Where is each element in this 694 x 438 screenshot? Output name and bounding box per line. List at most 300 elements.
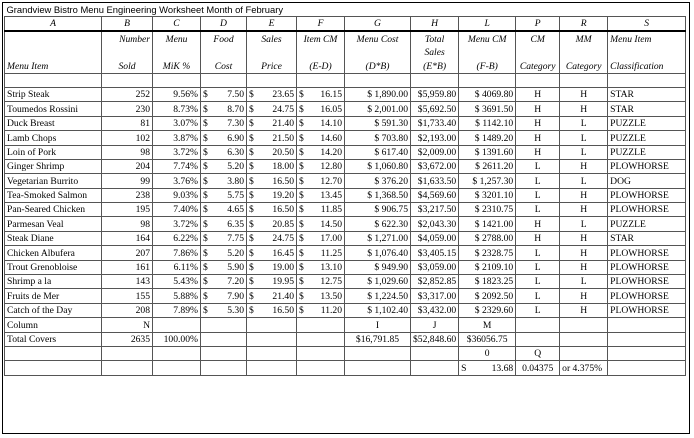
classification-cell[interactable]: PLOWHORSE — [608, 289, 686, 303]
sales-price-cell[interactable] — [247, 246, 297, 260]
menu-item-cell[interactable]: Parmesan Veal — [5, 217, 102, 231]
mm-category-cell[interactable]: L — [560, 116, 608, 130]
number-sold-cell[interactable]: 238 — [102, 188, 153, 202]
number-sold-cell[interactable]: 164 — [102, 231, 153, 245]
menu-cost-cell[interactable]: $ 1,060.80 — [345, 159, 411, 173]
empty-cell[interactable] — [608, 73, 686, 87]
header-cell[interactable]: MM — [560, 31, 608, 45]
total-sold-cell[interactable]: 2635 — [102, 332, 153, 346]
number-sold-cell[interactable]: 81 — [102, 116, 153, 130]
item-cm-cell[interactable] — [297, 231, 345, 245]
column-g-letter[interactable]: I — [345, 318, 411, 332]
header-cell[interactable]: Category — [516, 59, 560, 73]
empty-cell[interactable] — [608, 318, 686, 332]
item-cm-cell[interactable] — [297, 145, 345, 159]
number-sold-cell[interactable]: 102 — [102, 131, 153, 145]
total-sales-cell[interactable]: $3,432.00 — [411, 303, 459, 317]
total-sales-cell[interactable]: $3,672.00 — [411, 159, 459, 173]
item-cm-cell[interactable] — [297, 116, 345, 130]
header-cell[interactable]: Total — [411, 31, 459, 45]
empty-cell[interactable] — [459, 73, 516, 87]
sales-price-cell[interactable] — [247, 303, 297, 317]
food-cost-cell[interactable] — [201, 289, 247, 303]
item-cm-cell[interactable] — [297, 289, 345, 303]
empty-cell[interactable] — [153, 346, 201, 360]
classification-cell[interactable]: PLOWHORSE — [608, 159, 686, 173]
menu-item-cell[interactable]: Catch of the Day — [5, 303, 102, 317]
cm-category-cell[interactable]: L — [516, 246, 560, 260]
mm-category-cell[interactable]: L — [560, 217, 608, 231]
column-letter[interactable]: B — [102, 17, 153, 32]
menu-mix-cell[interactable]: 3.76% — [153, 174, 201, 188]
empty-cell[interactable] — [153, 318, 201, 332]
total-menu-cm-cell[interactable]: $36056.75 — [459, 332, 516, 346]
cm-category-cell[interactable]: L — [516, 260, 560, 274]
menu-cm-cell[interactable]: $ 1391.60 — [459, 145, 516, 159]
menu-cm-cell[interactable]: $ 2328.75 — [459, 246, 516, 260]
food-cost-cell[interactable] — [201, 188, 247, 202]
menu-mix-cell[interactable]: 7.86% — [153, 246, 201, 260]
menu-cm-cell[interactable]: $ 2788.00 — [459, 231, 516, 245]
item-cm-cell[interactable] — [297, 246, 345, 260]
menu-cm-cell[interactable]: $ 3201.10 — [459, 188, 516, 202]
menu-item-cell[interactable]: Strip Steak — [5, 87, 102, 101]
mm-category-cell[interactable]: L — [560, 131, 608, 145]
sales-price-cell[interactable] — [247, 260, 297, 274]
column-l-letter[interactable]: M — [459, 318, 516, 332]
mm-category-cell[interactable]: H — [560, 102, 608, 116]
empty-cell[interactable] — [102, 361, 153, 375]
header-cell[interactable]: Menu Item — [608, 31, 686, 45]
item-cm-cell[interactable] — [297, 260, 345, 274]
total-sales-cell[interactable]: $3,059.00 — [411, 260, 459, 274]
number-sold-cell[interactable]: 143 — [102, 275, 153, 289]
sales-price-cell[interactable] — [247, 188, 297, 202]
menu-cost-cell[interactable]: $ 617.40 — [345, 145, 411, 159]
cm-category-cell[interactable]: H — [516, 145, 560, 159]
header-cell[interactable]: Sales — [247, 31, 297, 45]
menu-mix-cell[interactable]: 5.43% — [153, 275, 201, 289]
sales-price-cell[interactable] — [247, 145, 297, 159]
cm-category-cell[interactable]: L — [516, 275, 560, 289]
menu-cm-cell[interactable]: $ 2109.10 — [459, 260, 516, 274]
header-cell[interactable] — [5, 46, 102, 59]
empty-cell[interactable] — [516, 73, 560, 87]
empty-cell[interactable] — [5, 361, 102, 375]
total-sales-cell[interactable]: $1,633.50 — [411, 174, 459, 188]
menu-item-cell[interactable]: Loin of Pork — [5, 145, 102, 159]
header-cell[interactable] — [247, 46, 297, 59]
menu-cost-cell[interactable]: $ 622.30 — [345, 217, 411, 231]
cm-category-cell[interactable]: H — [516, 87, 560, 101]
mm-category-cell[interactable]: H — [560, 231, 608, 245]
sheet-title[interactable]: Grandview Bistro Menu Engineering Worksheet Month of February — [5, 4, 686, 17]
empty-cell[interactable] — [102, 346, 153, 360]
menu-cm-cell[interactable]: $ 1823.25 — [459, 275, 516, 289]
food-cost-cell[interactable] — [201, 102, 247, 116]
food-cost-cell[interactable] — [201, 174, 247, 188]
number-sold-cell[interactable]: 99 — [102, 174, 153, 188]
total-sales-cell[interactable]: $2,852.85 — [411, 275, 459, 289]
mm-category-cell[interactable]: H — [560, 87, 608, 101]
menu-cm-cell[interactable]: $ 1,257.30 — [459, 174, 516, 188]
menu-item-cell[interactable]: Duck Breast — [5, 116, 102, 130]
menu-mix-cell[interactable]: 7.89% — [153, 303, 201, 317]
empty-cell[interactable] — [247, 332, 297, 346]
classification-cell[interactable]: PLOWHORSE — [608, 188, 686, 202]
menu-item-cell[interactable]: Ginger Shrimp — [5, 159, 102, 173]
menu-cost-cell[interactable]: $ 949.90 — [345, 260, 411, 274]
total-sales-cell[interactable]: $2,009.00 — [411, 145, 459, 159]
menu-cm-cell[interactable]: $ 2611.20 — [459, 159, 516, 173]
empty-cell[interactable] — [201, 346, 247, 360]
total-sales-cell[interactable]: $2,043.30 — [411, 217, 459, 231]
item-cm-cell[interactable] — [297, 188, 345, 202]
total-sales-cell[interactable]: $5,959.80 — [411, 87, 459, 101]
menu-cm-cell[interactable]: $ 2310.75 — [459, 203, 516, 217]
total-sales-cell[interactable]: $2,193.00 — [411, 131, 459, 145]
header-cell[interactable]: (D*B) — [345, 59, 411, 73]
sales-price-cell[interactable] — [247, 131, 297, 145]
number-sold-cell[interactable]: 207 — [102, 246, 153, 260]
total-mix-cell[interactable]: 100.00% — [153, 332, 201, 346]
menu-cost-cell[interactable]: $ 1,890.00 — [345, 87, 411, 101]
menu-cm-cell[interactable]: $ 4069.80 — [459, 87, 516, 101]
empty-cell[interactable] — [5, 73, 102, 87]
total-sales-cell[interactable]: $4,059.00 — [411, 231, 459, 245]
empty-cell[interactable] — [297, 346, 345, 360]
menu-item-cell[interactable]: Shrimp a la — [5, 275, 102, 289]
empty-cell[interactable] — [247, 346, 297, 360]
header-cell[interactable] — [153, 46, 201, 59]
menu-item-cell[interactable]: Trout Grenobloise — [5, 260, 102, 274]
cm-category-cell[interactable]: H — [516, 116, 560, 130]
header-cell[interactable]: Menu Item — [5, 59, 102, 73]
empty-cell[interactable] — [345, 73, 411, 87]
cm-category-cell[interactable]: L — [516, 303, 560, 317]
food-cost-cell[interactable] — [201, 145, 247, 159]
mm-category-cell[interactable]: H — [560, 246, 608, 260]
menu-mix-cell[interactable]: 7.40% — [153, 203, 201, 217]
classification-cell[interactable]: STAR — [608, 231, 686, 245]
menu-mix-cell[interactable]: 9.56% — [153, 87, 201, 101]
food-cost-cell[interactable] — [201, 303, 247, 317]
menu-cost-cell[interactable]: $ 906.75 — [345, 203, 411, 217]
menu-cost-cell[interactable]: $ 2,001.00 — [345, 102, 411, 116]
food-cost-cell[interactable] — [201, 87, 247, 101]
menu-cost-cell[interactable]: $ 703.80 — [345, 131, 411, 145]
menu-mix-cell[interactable]: 9.03% — [153, 188, 201, 202]
menu-cm-cell[interactable]: $ 1421.00 — [459, 217, 516, 231]
cm-category-cell[interactable]: H — [516, 231, 560, 245]
header-cell[interactable] — [608, 46, 686, 59]
empty-cell[interactable] — [516, 318, 560, 332]
header-cell[interactable]: Number — [102, 31, 153, 45]
menu-cost-cell[interactable]: $ 1,368.50 — [345, 188, 411, 202]
header-cell[interactable]: CM — [516, 31, 560, 45]
empty-cell[interactable] — [608, 361, 686, 375]
food-cost-cell[interactable] — [201, 116, 247, 130]
column-letter[interactable]: H — [411, 17, 459, 32]
column-label[interactable]: Column — [5, 318, 102, 332]
menu-cost-cell[interactable]: $ 1,271.00 — [345, 231, 411, 245]
empty-cell[interactable] — [201, 73, 247, 87]
header-cell[interactable]: Category — [560, 59, 608, 73]
header-cell[interactable]: Item CM — [297, 31, 345, 45]
header-cell[interactable] — [516, 46, 560, 59]
cm-category-cell[interactable]: L — [516, 203, 560, 217]
food-cost-cell[interactable] — [201, 131, 247, 145]
final-p-cell[interactable]: 0.04375 — [516, 361, 560, 375]
final-amount-cell[interactable] — [459, 361, 516, 375]
header-cell[interactable]: (E*B) — [411, 59, 459, 73]
column-letter[interactable]: R — [560, 17, 608, 32]
empty-cell[interactable] — [201, 361, 247, 375]
header-cell[interactable]: Sales — [411, 46, 459, 59]
cm-category-cell[interactable]: H — [516, 131, 560, 145]
sales-price-cell[interactable] — [247, 289, 297, 303]
final-r-cell[interactable]: or 4.375% — [560, 361, 608, 375]
cm-category-cell[interactable]: H — [516, 102, 560, 116]
food-cost-cell[interactable] — [201, 260, 247, 274]
header-cell[interactable] — [5, 31, 102, 45]
menu-cost-cell[interactable]: $ 376.20 — [345, 174, 411, 188]
header-cell[interactable]: Food — [201, 31, 247, 45]
empty-cell[interactable] — [411, 361, 459, 375]
sales-price-cell[interactable] — [247, 159, 297, 173]
header-cell[interactable] — [459, 46, 516, 59]
sales-price-cell[interactable] — [247, 275, 297, 289]
menu-cost-cell[interactable]: $ 1,102.40 — [345, 303, 411, 317]
header-cell[interactable] — [102, 46, 153, 59]
cm-category-cell[interactable]: L — [516, 174, 560, 188]
food-cost-cell[interactable] — [201, 159, 247, 173]
classification-cell[interactable]: PUZZLE — [608, 131, 686, 145]
menu-cost-cell[interactable]: $ 1,029.60 — [345, 275, 411, 289]
menu-cm-cell[interactable]: $ 2092.50 — [459, 289, 516, 303]
header-cell[interactable] — [297, 46, 345, 59]
menu-mix-cell[interactable]: 3.72% — [153, 217, 201, 231]
classification-cell[interactable]: DOG — [608, 174, 686, 188]
number-sold-cell[interactable]: 155 — [102, 289, 153, 303]
empty-cell[interactable] — [608, 332, 686, 346]
header-cell[interactable]: (E-D) — [297, 59, 345, 73]
number-sold-cell[interactable]: 161 — [102, 260, 153, 274]
header-cell[interactable]: MiK % — [153, 59, 201, 73]
item-cm-cell[interactable] — [297, 275, 345, 289]
empty-cell[interactable] — [153, 361, 201, 375]
number-sold-cell[interactable]: 195 — [102, 203, 153, 217]
empty-cell[interactable] — [560, 332, 608, 346]
item-cm-cell[interactable] — [297, 131, 345, 145]
menu-item-cell[interactable]: Chicken Albufera — [5, 246, 102, 260]
extra-l-cell[interactable]: 0 — [459, 346, 516, 360]
menu-mix-cell[interactable]: 6.22% — [153, 231, 201, 245]
classification-cell[interactable]: STAR — [608, 102, 686, 116]
mm-category-cell[interactable]: H — [560, 260, 608, 274]
empty-cell[interactable] — [560, 73, 608, 87]
menu-mix-cell[interactable]: 8.73% — [153, 102, 201, 116]
header-cell[interactable]: Sold — [102, 59, 153, 73]
sales-price-cell[interactable] — [247, 217, 297, 231]
classification-cell[interactable]: PLOWHORSE — [608, 275, 686, 289]
number-sold-cell[interactable]: 230 — [102, 102, 153, 116]
menu-cost-cell[interactable]: $ 1,224.50 — [345, 289, 411, 303]
column-letter[interactable]: G — [345, 17, 411, 32]
classification-cell[interactable]: PUZZLE — [608, 116, 686, 130]
menu-cost-cell[interactable]: $ 591.30 — [345, 116, 411, 130]
column-letter[interactable]: E — [247, 17, 297, 32]
number-sold-cell[interactable]: 98 — [102, 217, 153, 231]
empty-cell[interactable] — [297, 73, 345, 87]
menu-mix-cell[interactable]: 6.11% — [153, 260, 201, 274]
food-cost-cell[interactable] — [201, 246, 247, 260]
sales-price-cell[interactable] — [247, 203, 297, 217]
menu-mix-cell[interactable]: 5.88% — [153, 289, 201, 303]
sales-price-cell[interactable] — [247, 102, 297, 116]
empty-cell[interactable] — [201, 318, 247, 332]
column-letter[interactable]: L — [459, 17, 516, 32]
empty-cell[interactable] — [345, 361, 411, 375]
column-b-letter[interactable]: N — [102, 318, 153, 332]
number-sold-cell[interactable]: 204 — [102, 159, 153, 173]
item-cm-cell[interactable] — [297, 217, 345, 231]
header-cell[interactable]: Cost — [201, 59, 247, 73]
column-h-letter[interactable]: J — [411, 318, 459, 332]
empty-cell[interactable] — [247, 318, 297, 332]
mm-category-cell[interactable]: H — [560, 303, 608, 317]
cm-category-cell[interactable]: L — [516, 159, 560, 173]
column-letter[interactable]: C — [153, 17, 201, 32]
total-sales-cell[interactable]: $5,692.50 — [411, 102, 459, 116]
total-menu-cost-cell[interactable]: $16,791.85 — [345, 332, 411, 346]
total-covers-label[interactable]: Total Covers — [5, 332, 102, 346]
header-cell[interactable]: (F-B) — [459, 59, 516, 73]
header-cell[interactable]: Menu CM — [459, 31, 516, 45]
number-sold-cell[interactable]: 208 — [102, 303, 153, 317]
menu-item-cell[interactable]: Tea-Smoked Salmon — [5, 188, 102, 202]
menu-cm-cell[interactable]: $ 3691.50 — [459, 102, 516, 116]
sales-price-cell[interactable] — [247, 87, 297, 101]
sales-price-cell[interactable] — [247, 231, 297, 245]
menu-mix-cell[interactable]: 3.87% — [153, 131, 201, 145]
menu-cm-cell[interactable]: $ 2329.60 — [459, 303, 516, 317]
mm-category-cell[interactable]: H — [560, 289, 608, 303]
item-cm-cell[interactable] — [297, 203, 345, 217]
menu-cost-cell[interactable]: $ 1,076.40 — [345, 246, 411, 260]
mm-category-cell[interactable]: L — [560, 174, 608, 188]
number-sold-cell[interactable]: 252 — [102, 87, 153, 101]
total-sales-cell[interactable]: $3,317.00 — [411, 289, 459, 303]
header-cell[interactable] — [201, 46, 247, 59]
empty-cell[interactable] — [102, 73, 153, 87]
classification-cell[interactable]: STAR — [608, 87, 686, 101]
empty-cell[interactable] — [297, 361, 345, 375]
empty-cell[interactable] — [516, 332, 560, 346]
classification-cell[interactable]: PLOWHORSE — [608, 246, 686, 260]
total-sales-cell[interactable]: $1,733.40 — [411, 116, 459, 130]
item-cm-cell[interactable] — [297, 174, 345, 188]
column-letter[interactable]: F — [297, 17, 345, 32]
mm-category-cell[interactable]: L — [560, 145, 608, 159]
empty-cell[interactable] — [5, 346, 102, 360]
column-letter[interactable]: P — [516, 17, 560, 32]
total-sales-cell[interactable]: $3,405.15 — [411, 246, 459, 260]
empty-cell[interactable] — [297, 318, 345, 332]
empty-cell[interactable] — [201, 332, 247, 346]
mm-category-cell[interactable]: L — [560, 275, 608, 289]
menu-item-cell[interactable]: Fruits de Mer — [5, 289, 102, 303]
empty-cell[interactable] — [345, 346, 411, 360]
sales-price-cell[interactable] — [247, 116, 297, 130]
header-cell[interactable] — [560, 46, 608, 59]
empty-cell[interactable] — [247, 361, 297, 375]
item-cm-cell[interactable] — [297, 102, 345, 116]
classification-cell[interactable]: PLOWHORSE — [608, 260, 686, 274]
classification-cell[interactable]: PLOWHORSE — [608, 303, 686, 317]
total-sales-cell[interactable]: $52,848.60 — [411, 332, 459, 346]
header-cell[interactable]: Price — [247, 59, 297, 73]
menu-cm-cell[interactable]: $ 1142.10 — [459, 116, 516, 130]
cm-category-cell[interactable]: L — [516, 289, 560, 303]
menu-item-cell[interactable]: Steak Diane — [5, 231, 102, 245]
food-cost-cell[interactable] — [201, 203, 247, 217]
item-cm-cell[interactable] — [297, 159, 345, 173]
classification-cell[interactable]: PLOWHORSE — [608, 203, 686, 217]
extra-p-cell[interactable]: Q — [516, 346, 560, 360]
empty-cell[interactable] — [560, 346, 608, 360]
number-sold-cell[interactable]: 98 — [102, 145, 153, 159]
cm-category-cell[interactable]: H — [516, 217, 560, 231]
menu-item-cell[interactable]: Vegetarian Burrito — [5, 174, 102, 188]
food-cost-cell[interactable] — [201, 275, 247, 289]
menu-cm-cell[interactable]: $ 1489.20 — [459, 131, 516, 145]
cm-category-cell[interactable]: L — [516, 188, 560, 202]
column-letter[interactable]: A — [5, 17, 102, 32]
menu-mix-cell[interactable]: 7.74% — [153, 159, 201, 173]
column-letter[interactable]: S — [608, 17, 686, 32]
total-sales-cell[interactable]: $4,569.60 — [411, 188, 459, 202]
sales-price-cell[interactable] — [247, 174, 297, 188]
empty-cell[interactable] — [297, 332, 345, 346]
empty-cell[interactable] — [153, 73, 201, 87]
item-cm-cell[interactable] — [297, 303, 345, 317]
classification-cell[interactable]: PUZZLE — [608, 217, 686, 231]
mm-category-cell[interactable]: H — [560, 188, 608, 202]
empty-cell[interactable] — [411, 346, 459, 360]
food-cost-cell[interactable] — [201, 217, 247, 231]
mm-category-cell[interactable]: H — [560, 159, 608, 173]
column-letter[interactable]: D — [201, 17, 247, 32]
menu-mix-cell[interactable]: 3.72% — [153, 145, 201, 159]
menu-item-cell[interactable]: Lamb Chops — [5, 131, 102, 145]
total-sales-cell[interactable]: $3,217.50 — [411, 203, 459, 217]
menu-item-cell[interactable]: Pan-Seared Chicken — [5, 203, 102, 217]
empty-cell[interactable] — [411, 73, 459, 87]
item-cm-cell[interactable] — [297, 87, 345, 101]
classification-cell[interactable]: PUZZLE — [608, 145, 686, 159]
empty-cell[interactable] — [247, 73, 297, 87]
header-cell[interactable]: Classification — [608, 59, 686, 73]
menu-item-cell[interactable]: Toumedos Rossini — [5, 102, 102, 116]
empty-cell[interactable] — [608, 346, 686, 360]
empty-cell[interactable] — [560, 318, 608, 332]
header-cell[interactable]: Menu Cost — [345, 31, 411, 45]
header-cell[interactable] — [345, 46, 411, 59]
menu-mix-cell[interactable]: 3.07% — [153, 116, 201, 130]
header-cell[interactable]: Menu — [153, 31, 201, 45]
mm-category-cell[interactable]: H — [560, 203, 608, 217]
